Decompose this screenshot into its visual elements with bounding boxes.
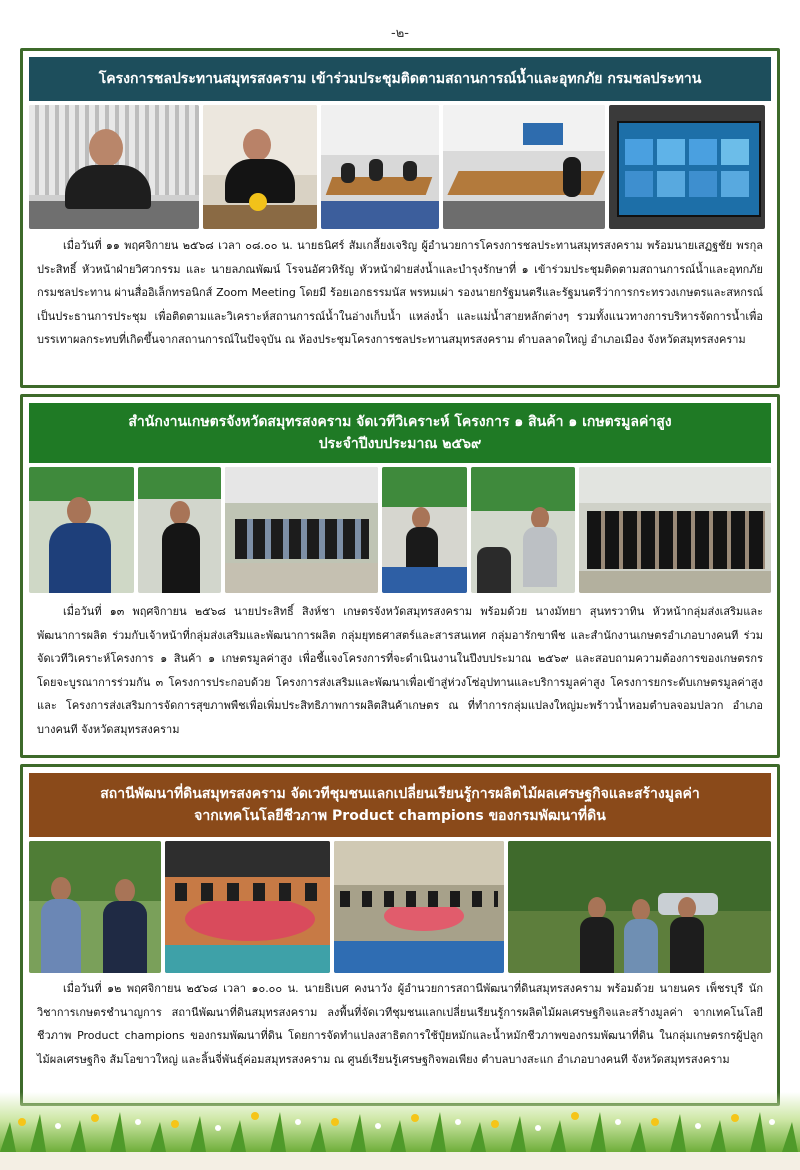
section-header [29, 57, 771, 101]
section-body [37, 977, 763, 1071]
grass-decoration-icon [0, 1092, 800, 1152]
news-section-land-development [20, 764, 780, 1106]
photo-speaker-female [138, 467, 221, 593]
section-header [29, 773, 771, 837]
photo-meeting-room [321, 105, 439, 229]
section-body [37, 600, 763, 741]
section-header [29, 403, 771, 463]
section-title-line-2: จากเทคโนโลยีชีวภาพ Product champions ของกรมพัฒนาที่ดิน [194, 808, 606, 824]
photo-presenter-podium [382, 467, 467, 593]
news-section-agriculture [20, 394, 780, 758]
grass-flower-border [0, 1092, 800, 1152]
bottom-bar [0, 1152, 800, 1170]
photo-row [29, 841, 771, 973]
photo-row [29, 105, 771, 229]
section-title-line-1: สำนักงานเกษตรจังหวัดสมุทรสงคราม จัดเวทีวิเคราะห์ โครงการ ๑ สินค้า ๑ เกษตรมูลค่าสูง [128, 413, 672, 430]
section-paragraph: เมื่อวันที่ ๑๑ พฤศจิกายน ๒๕๖๘ เวลา ๐๘.๐๐ น. นายธนิศร์ สัมเกลี้ยงเจริญ ผู้อำนวยการโครงการชลประทานสมุทรสงคราม พร้อมนายเสฏฐชัย พรกุลประสิทธิ์ หัวหน้าฝ่ายวิศวกรรม และ นายลภณพัฒน์ โรจนอัศวหิรัญ หัวหน้าฝ่ายส่งน้ำและบำรุงรักษาที่ ๑ เข้าร่วมประชุมติดตามสถานการณ์น้ำและอุทกภัย กรมชลประทาน ผ่านสื่ออิเล็กทรอนิกส์ Zoom Meeting โดยมี ร้อยเอกธรรมนัส พรหมเผ่า รองนายกรัฐมนตรีและรัฐมนตรีว่าการกระทรวงเกษตรและสหกรณ์ เป็นประธานการประชุม เพื่อติดตามและวิเคราะห์สถานการณ์น้ำในอ่างเก็บน้ำ แหล่งน้ำ และแม่น้ำสายหลักต่างๆ รวมทั้งแนวทางการบริหารจัดการน้ำเพื่อบรรเทาผลกระทบที่เกิดขึ้นจากสถานการณ์ในปัจจุบัน ณ ห้องประชุมโครงการชลประทานสมุทรสงคราม ตำบลลาดใหญ่ อำเภอเมือง จังหวัดสมุทรสงคราม [37, 239, 763, 346]
section-body [37, 234, 763, 352]
photo-community-meeting-group [334, 841, 504, 973]
section-paragraph: เมื่อวันที่ ๑๓ พฤศจิกายน ๒๕๖๘ นายประสิทธิ์ สิงห์ชา เกษตรจังหวัดสมุทรสงคราม พร้อมด้วย นางมัทยา สุนทรวาทิน หัวหน้ากลุ่มส่งเสริมและพัฒนาการผลิต ร่วมกับเจ้าหน้าที่กลุ่มส่งเสริมและพัฒนาการผลิต กลุ่มยุทธศาสตร์และสารสนเทศ กลุ่มอารักขาพืช และสำนักงานเกษตรอำเภอบางคนที ร่วมจัดเวทีวิเคราะห์โครงการ ๑ สินค้า ๑ เกษตรมูลค่าสูง เพื่อชี้แจงโครงการที่จะดำเนินงานในปีงบประมาณ ๒๕๖๙ และสอบถามความต้องการของเกษตรกร โดยจะบูรณาการร่วมกัน ๓ โครงการประกอบด้วย โครงการส่งเสริมและพัฒนาเพื่อเข้าสู่ห่วงโซ่อุปทานและบริการมูลค่าสูง โครงการยกระดับเกษตรมูลค่าสูง และ โครงการส่งเสริมการจัดการสุขภาพพืชเพื่อเพิ่มประสิทธิภาพการผลิตสินค้าเกษตร ณ ที่ทำการกลุ่มแปลงใหญ่มะพร้าวน้ำหอมตำบลจอมปลวก อำเภอบางคนที จังหวัดสมุทรสงคราม [37, 605, 763, 736]
photo-field-visit-orchard [508, 841, 771, 973]
section-title-line-1: สถานีพัฒนาที่ดินสมุทรสงคราม จัดเวทีชุมชนแลกเปลี่ยนเรียนรู้การผลิตไม้ผลเศรษฐกิจและสร้างมูลค่า [100, 785, 700, 802]
photo-meeting-officer [203, 105, 317, 229]
photo-meeting-director [29, 105, 199, 229]
photo-female-officer [471, 467, 574, 593]
photo-speaker-male [29, 467, 134, 593]
section-paragraph: เมื่อวันที่ ๑๒ พฤศจิกายน ๒๕๖๘ เวลา ๑๐.๐๐ น. นายธิเบศ คงนาวัง ผู้อำนวยการสถานีพัฒนาที่ดินสมุทรสงคราม พร้อมด้วย นายนคร เพ็ชรบุรี นักวิชาการเกษตรชำนาญการ สถานีพัฒนาที่ดินสมุทรสงคราม ลงพื้นที่จัดเวทีชุมชนแลกเปลี่ยนเรียนรู้การผลิตไม้ผลเศรษฐกิจและสร้างมูลค่า จากเทคโนโลยีชีวภาพ Product champions ของกรมพัฒนาที่ดิน โดยการจัดทำแปลงสาธิตการใช้ปุ๋ยหมักและน้ำหมักชีวภาพของกรมพัฒนาที่ดิน ในกลุ่มเกษตรกรผู้ปลูกไม้ผลเศรษฐกิจ ส้มโอขาวใหญ่ และลิ้นจี่พันธุ์ค่อมสมุทรสงคราม ณ ศูนย์เรียนรู้เศรษฐกิจพอเพียง ตำบลบางสะแก อำเภอบางคนที จังหวัดสมุทรสงคราม [37, 982, 763, 1066]
photo-meeting-table [443, 105, 605, 229]
photo-audience-seated [225, 467, 378, 593]
section-title: โครงการชลประทานสมุทรสงคราม เข้าร่วมประชุมติดตามสถานการณ์น้ำและอุทกภัย กรมชลประทาน [98, 70, 702, 87]
photo-two-officers-orchard [29, 841, 161, 973]
photo-community-meeting-table [165, 841, 331, 973]
section-title-line-2: ประจำปีงบประมาณ ๒๕๖๙ [318, 436, 482, 452]
page-number: -๒- [391, 26, 409, 41]
photo-row [29, 467, 771, 593]
news-section-irrigation [20, 48, 780, 388]
photo-weather-screen [609, 105, 765, 229]
photo-group-standing [579, 467, 771, 593]
